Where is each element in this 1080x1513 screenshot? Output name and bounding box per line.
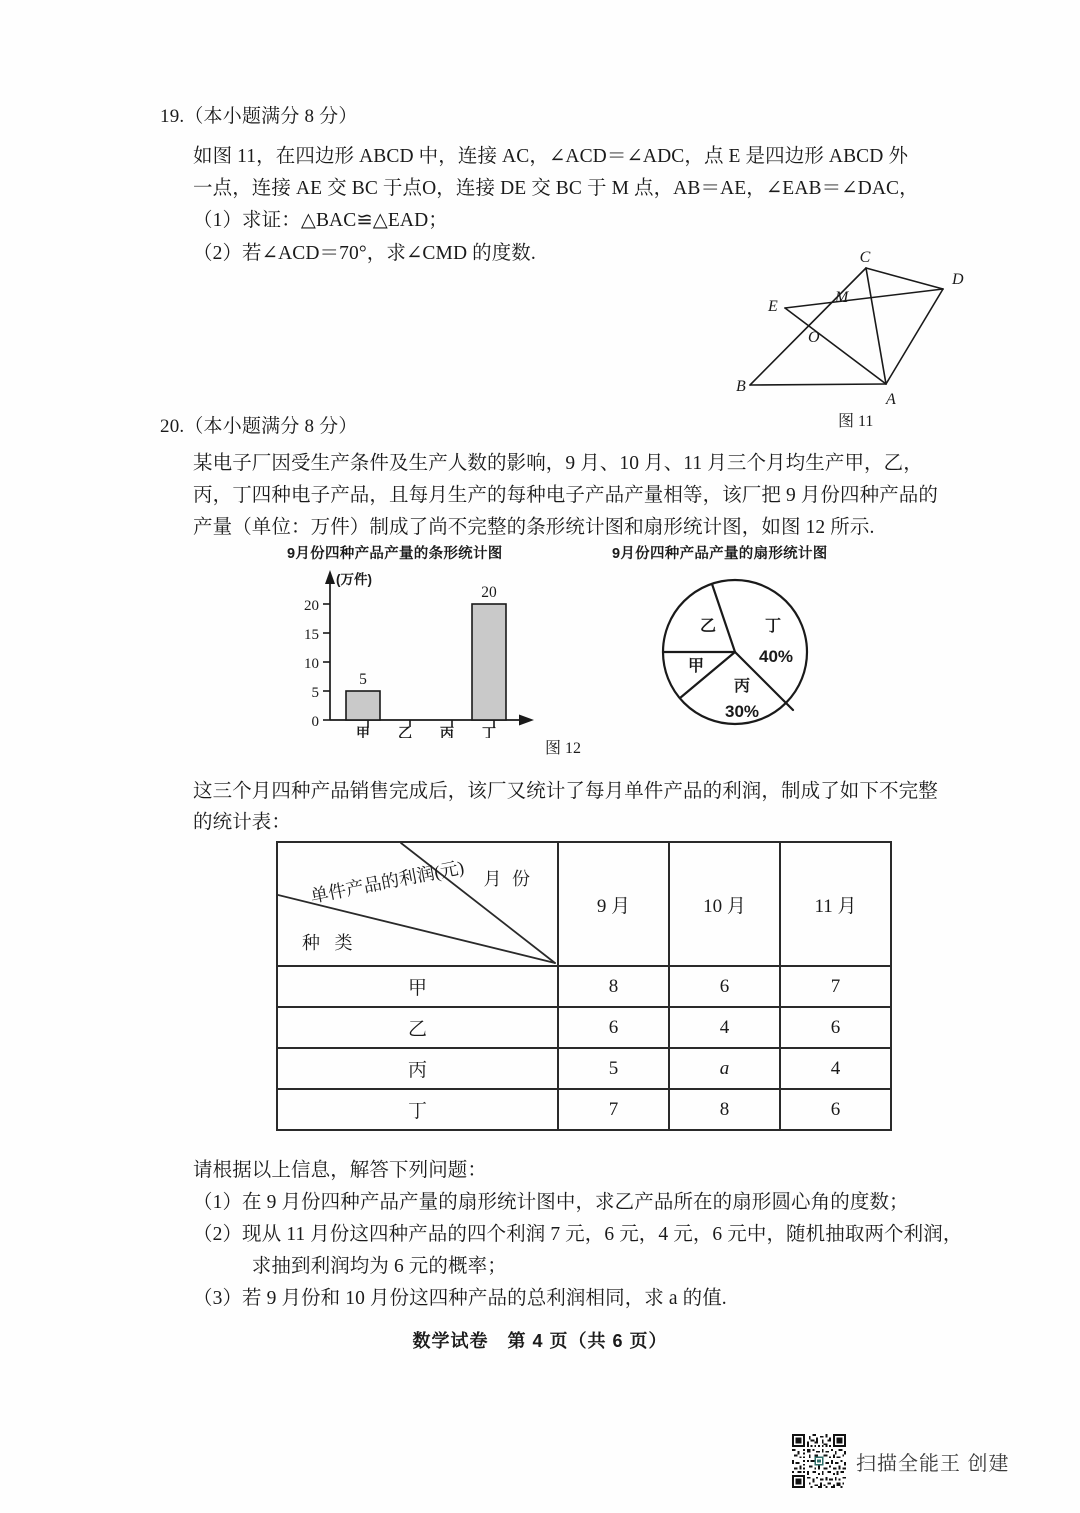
figure-11-label-C: C bbox=[859, 249, 871, 266]
table-row bbox=[278, 965, 890, 1006]
table-cell: a bbox=[668, 1049, 779, 1088]
problem-20-heading bbox=[160, 411, 358, 438]
table-header-profit: 单件产品的利润(元) bbox=[308, 857, 466, 907]
bar-chart bbox=[300, 560, 560, 738]
problem-19-line-2: 一点，连接 AE 交 BC 于点O，连接 DE 交 BC 于 M 点，AB＝AE，∠EAB＝∠DAC， bbox=[193, 178, 919, 199]
table-cell: 4 bbox=[779, 1049, 890, 1088]
table-column-header-nov: 11 月 bbox=[779, 843, 890, 965]
table-intro-line-1: 这三个月四种产品销售完成后，该厂又统计了每月单件产品的利润，制成了如下不完整 bbox=[193, 781, 938, 802]
table-cell: 8 bbox=[557, 967, 668, 1006]
bar-category-yi: 乙 bbox=[398, 725, 412, 738]
figure-11-label-B: B bbox=[736, 378, 746, 395]
problem-20-number: 20. bbox=[160, 416, 185, 437]
table-row-kind: 甲 bbox=[407, 978, 427, 999]
table-row bbox=[278, 1088, 890, 1129]
bar-chart-ytick-20: 20 bbox=[304, 598, 319, 614]
table-header-corner-cell bbox=[278, 843, 557, 965]
table-header-row bbox=[278, 843, 890, 965]
problem-20-intro-line-1: 某电子厂因受生产条件及生产人数的影响，9 月、10 月、11 月三个月均生产甲，乙， bbox=[193, 453, 923, 474]
bar-chart-ytick-10: 10 bbox=[304, 656, 319, 672]
table-cell: 6 bbox=[779, 1090, 890, 1129]
table-column-header-oct: 10 月 bbox=[668, 843, 779, 965]
table-row-kind: 丁 bbox=[407, 1101, 427, 1122]
bar-jia bbox=[346, 691, 380, 720]
table-row-kind: 乙 bbox=[407, 1019, 427, 1040]
statistics-table bbox=[276, 841, 892, 1131]
pie-chart bbox=[640, 565, 860, 740]
table-cell: 5 bbox=[557, 1049, 668, 1088]
problem-20-intro-line-3: 产量（单位：万件）制成了尚不完整的条形统计图和扇形统计图，如图 12 所示. bbox=[193, 517, 875, 538]
pie-label-ding: 丁 bbox=[764, 618, 782, 635]
figure-11-label-D: D bbox=[952, 271, 964, 288]
page-footer: 数学试卷 第 4 页（共 6 页） bbox=[412, 1331, 668, 1351]
pie-label-jia: 甲 bbox=[687, 658, 705, 675]
bar-chart-ylabel: (万件) bbox=[336, 572, 372, 587]
table-cell: 6 bbox=[668, 967, 779, 1006]
bar-value-jia: 5 bbox=[359, 671, 367, 688]
table-cell: 7 bbox=[557, 1090, 668, 1129]
bar-ding bbox=[472, 604, 506, 720]
table-row bbox=[278, 1006, 890, 1047]
problem-20-points: （本小题满分 8 分） bbox=[184, 416, 358, 437]
pie-percent-ding: 40% bbox=[758, 647, 794, 666]
table-cell: 7 bbox=[779, 967, 890, 1006]
problem-19-line-1: 如图 11，在四边形 ABCD 中，连接 AC，∠ACD＝∠ADC，点 E 是四边形 ABCD 外 bbox=[193, 146, 909, 167]
figure-11-drawing bbox=[700, 248, 1000, 423]
problem-19-line-3: （1）求证：△BAC≌△EAD； bbox=[193, 210, 448, 231]
bar-category-bing: 丙 bbox=[440, 725, 454, 738]
y-axis-arrow bbox=[325, 570, 335, 584]
watermark-label: 扫描全能王 创建 bbox=[856, 1452, 1010, 1475]
figure-11-caption: 图 11 bbox=[838, 413, 874, 430]
bar-chart-drawing bbox=[300, 560, 560, 738]
table-column-header-sep: 9 月 bbox=[557, 843, 668, 965]
figure-11 bbox=[700, 248, 1000, 423]
question-1: （1）在 9 月份四种产品产量的扇形统计图中，求乙产品所在的扇形圆心角的度数； bbox=[193, 1192, 909, 1213]
bar-category-jia: 甲 bbox=[356, 725, 370, 738]
bar-value-ding: 20 bbox=[481, 584, 497, 601]
pie-chart-drawing bbox=[640, 565, 860, 740]
bar-chart-ytick-5: 5 bbox=[311, 685, 319, 701]
pie-label-bing: 丙 bbox=[733, 678, 751, 695]
pie-label-yi: 乙 bbox=[699, 618, 717, 635]
pie-percent-bing: 30% bbox=[724, 702, 760, 721]
table-header-kind: 种 类 bbox=[302, 933, 358, 953]
figure-11-label-A: A bbox=[886, 391, 896, 408]
figure-11-label-M: M bbox=[835, 289, 849, 306]
table-row-kind: 丙 bbox=[407, 1060, 427, 1081]
table-row bbox=[278, 1047, 890, 1088]
bar-category-ding: 丁 bbox=[482, 725, 496, 738]
figure-11-label-E: E bbox=[768, 298, 778, 315]
table-cell: 8 bbox=[668, 1090, 779, 1129]
question-3: （3）若 9 月份和 10 月份这四种产品的总利润相同，求 a 的值. bbox=[193, 1288, 727, 1309]
x-axis-arrow bbox=[519, 715, 534, 726]
question-2: （2）现从 11 月份这四种产品的四个利润 7 元，6 元，4 元，6 元中，随机抽取两个利润， bbox=[193, 1224, 963, 1245]
table-header-month: 月 份 bbox=[483, 869, 533, 889]
table-cell: 6 bbox=[779, 1008, 890, 1047]
figure-11-label-O: O bbox=[808, 329, 820, 346]
problem-20-intro-line-2: 丙，丁四种电子产品，且每月生产的每种电子产品产量相等，该厂把 9 月份四种产品的 bbox=[193, 485, 939, 506]
questions-intro: 请根据以上信息，解答下列问题： bbox=[193, 1160, 488, 1181]
qr-code-icon bbox=[792, 1434, 846, 1488]
problem-19-heading bbox=[160, 101, 358, 128]
table-cell: 6 bbox=[557, 1008, 668, 1047]
bar-chart-ytick-15: 15 bbox=[304, 627, 319, 643]
bar-chart-ytick-0: 0 bbox=[311, 714, 319, 730]
table-cell: 4 bbox=[668, 1008, 779, 1047]
question-2-cont: 求抽到利润均为 6 元的概率； bbox=[193, 1256, 507, 1277]
problem-19-number: 19. bbox=[160, 106, 185, 127]
watermark bbox=[792, 1434, 1010, 1488]
problem-19-points: （本小题满分 8 分） bbox=[184, 106, 358, 127]
bar-chart-title: 9月份四种产品产量的条形统计图 bbox=[287, 546, 503, 562]
figure-12-caption: 图 12 bbox=[545, 740, 582, 757]
table-intro-line-2: 的统计表： bbox=[193, 812, 292, 833]
pie-chart-title: 9月份四种产品产量的扇形统计图 bbox=[612, 546, 828, 562]
problem-19-line-4: （2）若∠ACD＝70°，求∠CMD 的度数. bbox=[193, 243, 536, 264]
